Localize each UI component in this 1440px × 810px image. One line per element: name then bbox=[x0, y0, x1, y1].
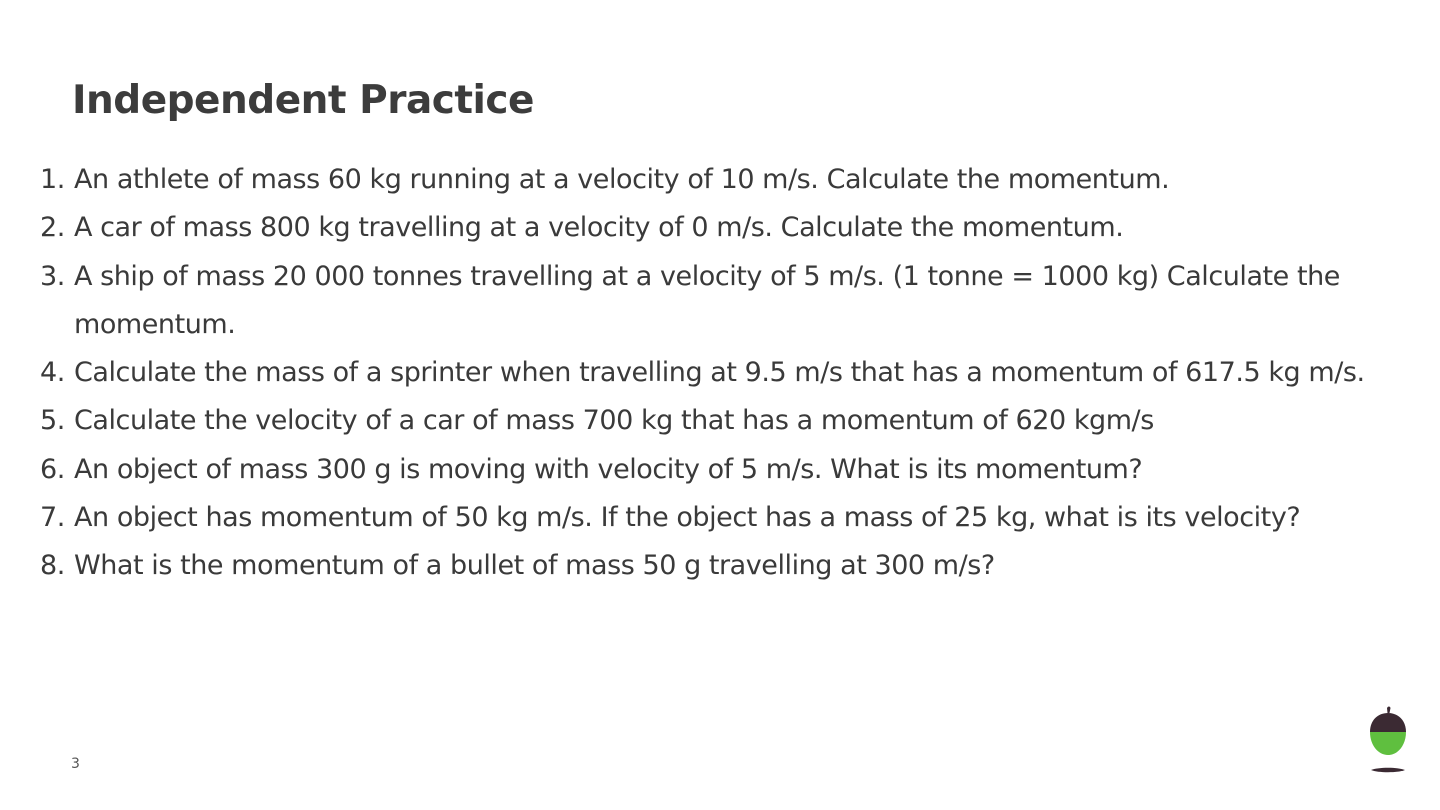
question-text: Calculate the velocity of a car of mass 700 kg that has a momentum of 620 kgm/s bbox=[74, 405, 1154, 437]
question-item bbox=[40, 542, 1390, 590]
question-number: 7. bbox=[40, 502, 65, 534]
question-item bbox=[40, 494, 1390, 542]
acorn-stem bbox=[1387, 707, 1391, 714]
question-item bbox=[40, 397, 1390, 445]
acorn-cap bbox=[1370, 713, 1406, 732]
question-item bbox=[40, 349, 1390, 397]
question-number: 5. bbox=[40, 405, 65, 437]
acorn-base bbox=[1371, 768, 1405, 773]
question-item bbox=[40, 446, 1390, 494]
question-item bbox=[40, 156, 1390, 204]
question-number: 6. bbox=[40, 453, 65, 485]
acorn-body bbox=[1370, 732, 1406, 755]
question-text: A car of mass 800 kg travelling at a velocity of 0 m/s. Calculate the momentum. bbox=[74, 212, 1124, 244]
question-text: What is the momentum of a bullet of mass 50 g travelling at 300 m/s? bbox=[74, 550, 995, 582]
question-number: 2. bbox=[40, 212, 65, 244]
question-item bbox=[40, 253, 1390, 350]
question-number: 1. bbox=[40, 164, 65, 195]
slide-title: Independent Practice bbox=[72, 78, 534, 123]
question-list bbox=[40, 156, 1390, 591]
question-number: 3. bbox=[40, 260, 65, 292]
question-text: An athlete of mass 60 kg running at a velocity of 10 m/s. Calculate the momentum. bbox=[74, 164, 1170, 195]
question-number: 8. bbox=[40, 550, 65, 582]
acorn-logo-icon bbox=[1366, 706, 1410, 776]
question-number: 4. bbox=[40, 357, 65, 389]
question-text: An object has momentum of 50 kg m/s. If the object has a mass of 25 kg, what is its velocity? bbox=[74, 502, 1301, 534]
page-number: 3 bbox=[71, 756, 80, 772]
question-text: An object of mass 300 g is moving with velocity of 5 m/s. What is its momentum? bbox=[74, 453, 1143, 485]
question-text: A ship of mass 20 000 tonnes travelling at a velocity of 5 m/s. (1 tonne = 1000 kg) Calculate the momentum. bbox=[74, 260, 1340, 340]
question-item bbox=[40, 204, 1390, 252]
question-text: Calculate the mass of a sprinter when travelling at 9.5 m/s that has a momentum of 617.5 kg m/s. bbox=[74, 357, 1365, 389]
